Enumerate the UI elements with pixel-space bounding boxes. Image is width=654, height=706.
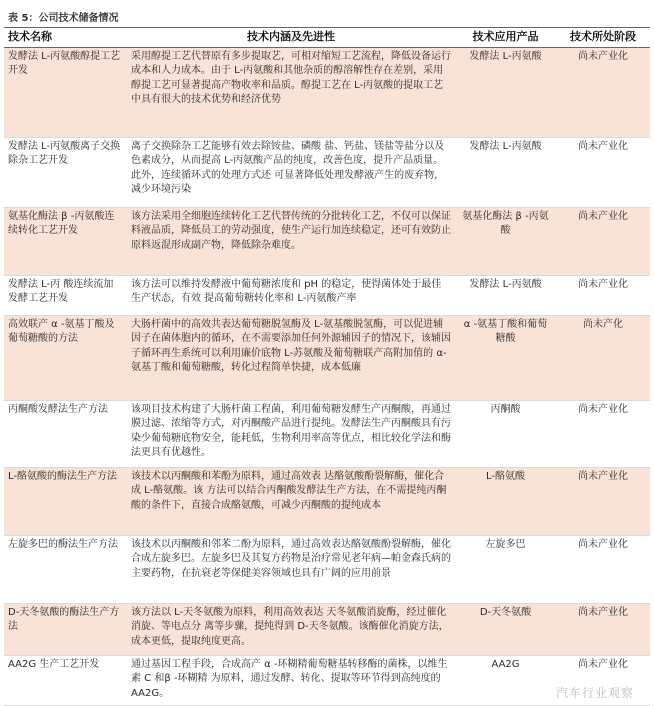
table-row: [4, 137, 650, 207]
stage-cell: 尚未产业化: [556, 47, 650, 137]
stage-cell: 尚未产业化: [556, 137, 650, 207]
product-cell: L-酪氨酸: [455, 467, 556, 535]
stage-cell: 尚未产业化: [556, 535, 650, 603]
tech-reserve-table: [4, 27, 650, 706]
table-row: [4, 603, 650, 655]
tech-name-cell: 左旋多巴的酶法生产方法: [4, 535, 127, 603]
tech-name-cell: 发酵法 L-丙 酸连续流加发酵工艺开发: [4, 275, 127, 315]
tech-desc-cell: 该方法采用全细胞连续转化工艺代替传统的分批转化工艺，不仅可以保证料液品质，降低员工的劳动强度，使生产运行加连续稳定，还可有效防止原料返混形成副产物，降低除杂难度。: [127, 207, 455, 275]
header-tech-name: 技术名称: [4, 28, 127, 48]
product-cell: 氨基化酶法 β -丙氨酸: [455, 207, 556, 275]
product-cell: 发酵法 L-丙氨酸: [455, 137, 556, 207]
tech-desc-cell: 该技术以丙酮酸和苯酚为原料，通过高效表 达酪氨酸酚裂解酶，催化合成 L-酪氨酸。该 方法可以结合丙酮酸发酵法生产方法，在不需提纯丙酮酸的条件下，直接合成酪氨酸，可减少丙酮酸的提纯成本: [127, 467, 455, 535]
table-row: [4, 535, 650, 603]
tech-desc-cell: 大肠杆菌中的高效共表达葡萄糖脱氢酶及 L-氨基酸脱氢酶，可以促进辅因子在菌体胞内的循环，在不需要添加任何外源辅因子的情况下，该辅因子循环再生系统可以利用廉价底物 L-苏氨酸及葡萄糖联产高附加值的 α-氨基丁酸和葡萄糖酸，转化过程简单快捷，成本低廉: [127, 315, 455, 400]
tech-name-cell: 高效联产 α -氨基丁酸及葡萄糖酸的方法: [4, 315, 127, 400]
table-row: [4, 207, 650, 275]
stage-cell: 尚未产业化: [556, 400, 650, 467]
watermark: 汽车行业观察: [555, 686, 634, 700]
header-product: 技术应用产品: [455, 28, 556, 48]
stage-cell: 尚未产业化: [556, 603, 650, 655]
stage-cell: 尚未产化: [556, 315, 650, 400]
table-caption: 表 5：公司技术储备情况: [8, 13, 119, 24]
tech-desc-cell: 采用醇提工艺代替原有多步提取艺，可相对缩短工艺流程，降低设备运行成本和人力成本。由于 L-丙氨酸和其他杂质的醇溶解性存在差别，采用醇提工艺可显著提高产物收率和品质。醇提工艺在 L-丙氨酸的提取工艺 中具有很大的技术优势和经济优势: [127, 47, 455, 137]
tech-name-cell: 发酵法 L-丙氨酸醇提工艺开发: [4, 47, 127, 137]
tech-desc-cell: 通过基因工程手段，合成高产 α -环糊精葡萄糖基转移酶的菌株，以维生素 C 和β -环糊精 为原料，通过发酵、转化、提取等环节得到高纯度的 AA2G。: [127, 655, 455, 705]
tech-name-cell: D-天冬氨酸的酶法生产方法: [4, 603, 127, 655]
tech-desc-cell: 离子交换除杂工艺能够有效去除铵盐、磷酸 盐、钙盐、镁盐等盐分以及色素成分，从而提高 L-丙氨酸产品的纯度，改善色度，提升产品质量。此外，连续循环式的处理方式还 可显著降低处理发酵液产生的废弃物，减少环境污染: [127, 137, 455, 207]
stage-cell: 尚未产业化: [556, 275, 650, 315]
tech-name-cell: 发酵法 L-丙氨酸离子交换除杂工艺开发: [4, 137, 127, 207]
stage-cell: 尚未产业化: [556, 655, 650, 705]
table-row: [4, 400, 650, 467]
table-row: [4, 47, 650, 137]
tech-desc-cell: 该方法可以维持发酵液中葡萄糖浓度和 pH 的稳定，使得菌体处于最佳生产状态，有效 提高葡萄糖转化率和 L-丙氨酸产率: [127, 275, 455, 315]
tech-name-cell: AA2G 生产工艺开发: [4, 655, 127, 705]
tech-desc-cell: 该技术以丙酮酸和邻苯二酚为原料，通过高效表达酪氨酸酚裂解酶，催化合成左旋多巴。左旋多巴及其复方药物是治疗常见老年病—帕金森氏病的主要药物，在抗衰老等保健美容领域也具有广阔的应用前景: [127, 535, 455, 603]
tech-name-cell: L-酪氨酸的酶法生产方法: [4, 467, 127, 535]
table-row: [4, 655, 650, 705]
tech-name-cell: 氨基化酶法 β -丙氨酸连续转化工艺开发: [4, 207, 127, 275]
table-row: [4, 315, 650, 400]
product-cell: D-天冬氨酸: [455, 603, 556, 655]
product-cell: α -氨基丁酸和葡萄糖酸: [455, 315, 556, 400]
stage-cell: 尚未产业化: [556, 467, 650, 535]
product-cell: 左旋多巴: [455, 535, 556, 603]
table-row: [4, 467, 650, 535]
table-row: [4, 275, 650, 315]
product-cell: AA2G: [455, 655, 556, 705]
header-tech-desc: 技术内涵及先进性: [127, 28, 455, 48]
product-cell: 发酵法 L-丙氨酸: [455, 47, 556, 137]
tech-desc-cell: 该项目技术构建了大肠杆菌工程菌，利用葡萄糖发酵生产丙酮酸，再通过膜过滤、浓缩等方式，对丙酮酸产品进行提纯。发酵法生产丙酮酸具有污染少葡萄糖底物安全，能耗低，生物利用率高等优点，相比较化学法和酶法更具有优越性。: [127, 400, 455, 467]
header-stage: 技术所处阶段: [556, 28, 650, 48]
table-header-row: [4, 28, 650, 48]
tech-name-cell: 丙酮酸发酵法生产方法: [4, 400, 127, 467]
tech-desc-cell: 该方法以 L-天冬氨酸为原料，利用高效表达 天冬氨酸消旋酶，经过催化消旋、等电点分 离等步骤，提纯得到 D-天冬氨酸。该酶催化消旋方法，成本更低，提取纯度更高。: [127, 603, 455, 655]
stage-cell: 尚未产业化: [556, 207, 650, 275]
product-cell: 发酵法 L-丙氨酸: [455, 275, 556, 315]
product-cell: 丙酮酸: [455, 400, 556, 467]
